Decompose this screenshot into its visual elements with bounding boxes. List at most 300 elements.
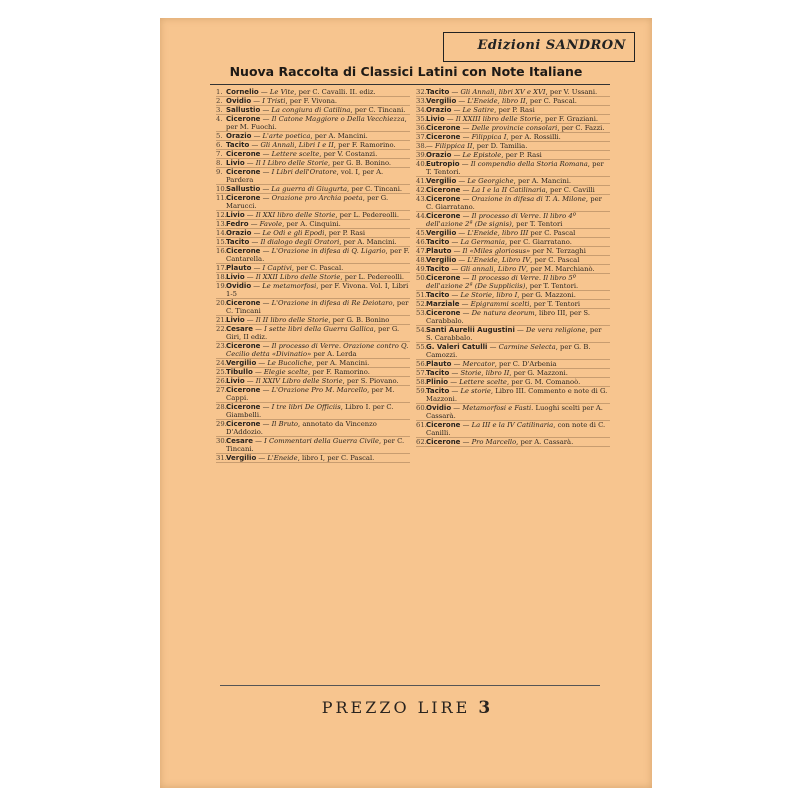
entry-editor: , per A. Cassarà.	[516, 438, 574, 446]
entry-title: I Tristi	[262, 97, 286, 105]
entry-editor: , per L. Pedereolli.	[340, 273, 405, 281]
entry-title: Il Bruto	[271, 420, 299, 428]
entry-number: 38.	[416, 142, 427, 150]
entry-editor: , per P. Rasi	[501, 151, 542, 159]
entry-author: Cicerone	[226, 299, 261, 307]
entry-number: 48.	[416, 256, 427, 264]
entry-number: 58.	[416, 378, 427, 386]
entry-number: 32.	[416, 88, 427, 96]
entry-author: Orazio	[426, 106, 452, 114]
entry-title: Filippica II	[434, 142, 473, 150]
entry-title: Le storie	[460, 387, 491, 395]
entry-editor: , per V. Ussani.	[545, 88, 598, 96]
entry-title: Storie, libro II	[460, 369, 510, 377]
entry-title: Epigrammi scelti	[470, 300, 530, 308]
entry-title: Il dialogo degli Oratori	[260, 238, 340, 246]
entry-number: 3.	[216, 106, 223, 114]
entry-title: L'Eneide, Libro IV	[467, 256, 531, 264]
entry-author: G. Valeri Catulli	[426, 343, 488, 351]
catalog-entry: 46. Tacito — La Germania, per C. Giarratano.	[416, 238, 610, 247]
entry-number: 10.	[216, 185, 227, 193]
catalog-entry: 1. Cornelio — Le Vite, per C. Cavalli. II. ediz.	[216, 88, 410, 97]
catalog-entry: 54. Santi Aurelii Augustini — De vera religione, per S. Carabbalo.	[416, 326, 610, 343]
entry-author: Ovidio	[426, 404, 452, 412]
entry-title: L'Orazione in difesa di Q. Ligario	[271, 247, 386, 255]
entry-editor: , per A. Mancini.	[513, 177, 572, 185]
entry-editor: , per L. Pedereolli.	[335, 211, 399, 219]
entry-number: 41.	[416, 177, 427, 185]
entry-author: Ovidio	[226, 97, 252, 105]
entry-title: I sette libri della Guerra Gallica	[264, 325, 374, 333]
catalog-entry: 48. Vergilio — L'Eneide, Libro IV, per C. Pascal	[416, 256, 610, 265]
entry-author: Tacito	[226, 238, 250, 246]
entry-editor: , per G. Giri, II ediz.	[226, 325, 400, 341]
catalog-column-right	[416, 88, 610, 447]
entry-author: Cicerone	[226, 115, 261, 123]
entry-author: Cicerone	[226, 194, 261, 202]
entry-title: Il processo di Verre. Il libro 4º dell'azione 2ª (De signis)	[426, 212, 576, 228]
entry-editor: , per A. Cinquini.	[282, 220, 341, 228]
entry-title: Le Satire	[462, 106, 495, 114]
entry-editor: , per F. Vivona. Vol. I, Libri 1-5	[226, 282, 409, 298]
entry-author: Orazio	[226, 229, 252, 237]
catalog-entry: 27. Cicerone — L'Orazione Pro M. Marcello, per M. Cappi.	[216, 386, 410, 403]
entry-number: 30.	[216, 437, 227, 445]
entry-title: I tre libri De Officiis	[271, 403, 341, 411]
entry-author: Vergilio	[426, 97, 457, 105]
entry-title: Le Vite	[269, 88, 295, 96]
catalog-entry: 45. Vergilio — L'Eneide, libro III per C. Pascal	[416, 229, 610, 238]
entry-title: L'Eneide, libro II	[467, 97, 526, 105]
entry-number: 31.	[216, 454, 227, 462]
catalog-entry: 24. Vergilio — Le Bucoliche, per A. Mancini.	[216, 359, 410, 368]
entry-editor: , per A. Rossilli.	[506, 133, 561, 141]
entry-number: 44.	[416, 212, 427, 220]
entry-author: Cicerone	[226, 247, 261, 255]
entry-number: 21.	[216, 316, 227, 324]
entry-author: Cicerone	[226, 403, 261, 411]
entry-editor: , per C. Giarratano.	[504, 238, 572, 246]
catalog-entry: 60. Ovidio — Metamorfosi e Fasti. Luoghi scelti per A. Cassarà.	[416, 404, 610, 421]
catalog-entry: 59. Tacito — Le storie, Libro III. Commento e note di G. Mazzoni.	[416, 387, 610, 404]
entry-number: 49.	[416, 265, 427, 273]
entry-editor: , per G. Mazzoni.	[509, 369, 568, 377]
entry-title: Il Catone Maggiore o Della Vecchiezza	[271, 115, 405, 123]
entry-author: Tacito	[226, 141, 250, 149]
entry-author: Orazio	[226, 132, 252, 140]
catalog-entry: 44. Cicerone — Il processo di Verre. Il libro 4º dell'azione 2ª (De signis), per T. Tentori	[416, 212, 610, 229]
entry-title: I Libri dell'Oratore	[271, 168, 337, 176]
entry-number: 5.	[216, 132, 223, 140]
entry-author: Cicerone	[426, 133, 461, 141]
catalog-entry: 16. Cicerone — L'Orazione in difesa di Q. Ligario, per F. Cantarella.	[216, 247, 410, 263]
entry-editor: , Libro III. Commento e note di G. Mazzoni.	[426, 387, 608, 403]
entry-author: Eutropio	[426, 160, 460, 168]
entry-title: Favole	[259, 220, 283, 228]
entry-author: Cesare	[226, 325, 253, 333]
entry-title: I Captivi	[262, 264, 292, 272]
catalog-entry: 39. Orazio — Le Epistole, per P. Rasi	[416, 151, 610, 160]
entry-editor: , per C. Tincani.	[347, 185, 403, 193]
entry-editor: , vol. I, per A. Pardera	[226, 168, 384, 184]
entry-title: Pro Marcello	[471, 438, 517, 446]
entry-title: Delle provincie consolari	[471, 124, 558, 132]
entry-number: 59.	[416, 387, 427, 395]
entry-author: Tacito	[426, 291, 450, 299]
entry-number: 17.	[216, 264, 227, 272]
entry-title: Gli annali, Libro IV	[460, 265, 527, 273]
entry-title: Il XXII Libro delle Storie	[255, 273, 341, 281]
entry-author: Cicerone	[226, 386, 261, 394]
book-back-cover	[160, 18, 652, 788]
entry-number: 40.	[416, 160, 427, 168]
entry-author: Tacito	[426, 265, 450, 273]
entry-editor: , per C. Pascal	[530, 256, 580, 264]
catalog-entry: 4. Cicerone — Il Catone Maggiore o Della Vecchiezza, per M. Fuochi.	[216, 115, 410, 132]
entry-title: I Commentari della Guerra Civile	[264, 437, 379, 445]
entry-number: 11.	[216, 194, 227, 202]
entry-author: Vergilio	[226, 454, 257, 462]
entry-title: L'Orazione in difesa di Re Deiotaro	[271, 299, 393, 307]
entry-number: 51.	[416, 291, 427, 299]
entry-number: 60.	[416, 404, 427, 412]
entry-editor: , per C. Tincani.	[226, 437, 405, 453]
entry-title: Elegie scelte	[263, 368, 309, 376]
entry-title: Lettere scelte	[271, 150, 320, 158]
catalog-entry: 47. Plauto — Il «Miles gloriosus» per N. Terzaghi	[416, 247, 610, 256]
publisher-name: Edizioni SANDRON	[477, 38, 626, 53]
entry-editor: , per M. Fuochi.	[226, 115, 407, 131]
entry-number: 28.	[216, 403, 227, 411]
catalog-entry: 55. G. Valeri Catulli — Carmine Selecta, per G. B. Camozzi.	[416, 343, 610, 360]
entry-number: 36.	[416, 124, 427, 132]
catalog-entry: 6. Tacito — Gli Annali, Libri I e II, per F. Ramorino.	[216, 141, 410, 150]
entry-number: 26.	[216, 377, 227, 385]
entry-editor: , per T. Tentori	[511, 220, 563, 228]
catalog-entry: 43. Cicerone — Orazione in difesa di T. A. Milone, per C. Giarratano.	[416, 195, 610, 212]
entry-author: Cicerone	[226, 420, 261, 428]
catalog-entry: 50. Cicerone — Il processo di Verre. Il libro 5º dell'azione 2ª (De Suppliciis), per T. Tentori.	[416, 274, 610, 291]
catalog-entry: 35. Livio — Il XXIII libro delle Storie, per F. Graziani.	[416, 115, 610, 124]
entry-number: 9.	[216, 168, 223, 176]
entry-editor: , per C. Cavalli. II. ediz.	[294, 88, 376, 96]
entry-number: 56.	[416, 360, 427, 368]
entry-title: La I e la II Catilinaria	[471, 186, 546, 194]
catalog-entry: 5. Orazio — L'arte poetica, per A. Mancini.	[216, 132, 410, 141]
catalog-entry: 49. Tacito — Gli annali, Libro IV, per M. Marchianò.	[416, 265, 610, 274]
entry-editor: , per G. M. Comanoò.	[506, 378, 581, 386]
catalog-entry: 57. Tacito — Storie, libro II, per G. Mazzoni.	[416, 369, 610, 378]
entry-author: Livio	[426, 115, 445, 123]
price-value: 3	[478, 698, 491, 718]
entry-title: La III e la IV Catilinaria	[471, 421, 554, 429]
entry-number: 7.	[216, 150, 223, 158]
entry-number: 37.	[416, 133, 427, 141]
catalog-entry: 38. — Filippica II, per D. Tamilia.	[416, 142, 610, 151]
catalog-entry: 23. Cicerone — Il processo di Verre. Orazione contro Q. Cecilio detta «Divinatio» per A. Lerda	[216, 342, 409, 358]
entry-author: Livio	[226, 377, 245, 385]
entry-editor: , per F. Ramorino.	[308, 368, 370, 376]
catalog-entry: 13. Fedro — Favole, per A. Cinquini.	[216, 220, 410, 229]
entry-number: 23.	[216, 342, 227, 350]
catalog-entry: 7. Cicerone — Lettere scelte, per V. Costanzi.	[216, 150, 410, 159]
entry-author: Plinio	[426, 378, 449, 386]
entry-author: Livio	[226, 159, 245, 167]
catalog-entry: 52. Marziale — Epigrammi scelti, per T. Tentori	[416, 300, 610, 309]
catalog-entry: 41. Vergilio — Le Georgiche, per A. Mancini.	[416, 177, 610, 186]
entry-author: Sallustio	[226, 106, 261, 114]
catalog-entry: 19. Ovidio — Le metamorfosi, per F. Vivona. Vol. I, Libri 1-5	[216, 282, 409, 298]
entry-number: 33.	[416, 97, 427, 105]
series-title: Nuova Raccolta di Classici Latini con Note Italiane	[229, 64, 583, 79]
entry-title: Il I Libro delle Storie	[255, 159, 328, 167]
catalog-entry: 58. Plinio — Lettere scelte, per G. M. Comanoò.	[416, 378, 610, 387]
entry-number: 13.	[216, 220, 227, 228]
catalog-entry: 12. Livio — Il XXI libro delle Storie, per L. Pedereolli.	[216, 211, 410, 220]
catalog-entry: 11. Cicerone — Orazione pro Archia poeta, per G. Marucci.	[216, 194, 410, 211]
entry-number: 27.	[216, 386, 227, 394]
catalog-entry: 51. Tacito — Le Storie, libro I, per G. Mazzoni.	[416, 291, 610, 300]
catalog-entry: 32. Tacito — Gli Annali, libri XV e XVI, per V. Ussani.	[416, 88, 610, 97]
entry-number: 29.	[216, 420, 227, 428]
catalog-entry: 17. Plauto — I Captivi, per C. Pascal.	[216, 264, 410, 273]
catalog-entry: 29. Cicerone — Il Bruto, annotato da Vincenzo D'Addozio.	[216, 420, 410, 437]
catalog-entry: 21. Livio — Il II libro delle Storie, per G. B. Bonino	[216, 316, 410, 325]
entry-number: 15.	[216, 238, 227, 246]
entry-editor: , per C. Pascal.	[525, 97, 577, 105]
entry-author: Cicerone	[426, 124, 461, 132]
entry-author: Cicerone	[426, 438, 461, 446]
divider	[210, 84, 610, 85]
entry-author: Vergilio	[226, 359, 257, 367]
catalog-entry: 30. Cesare — I Commentari della Guerra Civile, per C. Tincani.	[216, 437, 410, 454]
entry-number: 42.	[416, 186, 427, 194]
catalog-entry: 33. Vergilio — L'Eneide, libro II, per C. Pascal.	[416, 97, 610, 106]
entry-editor: per C. Pascal	[528, 229, 576, 237]
entry-editor: , per P. Rasi	[494, 106, 535, 114]
entry-title: L'Eneide, libro III	[467, 229, 529, 237]
entry-author: Livio	[226, 273, 245, 281]
entry-author: Plauto	[226, 264, 252, 272]
entry-editor: , per G. B. Bonino.	[328, 159, 392, 167]
entry-author: Vergilio	[426, 177, 457, 185]
entry-number: 25.	[216, 368, 227, 376]
entry-title: Le Odi e gli Epodi	[262, 229, 325, 237]
entry-editor: , per S. Piovano.	[342, 377, 399, 385]
entry-title: Le metamorfosi	[262, 282, 317, 290]
catalog-entry: 25. Tibullo — Elegie scelte, per F. Ramorino.	[216, 368, 410, 377]
entry-author: Santi Aurelii Augustini	[426, 326, 515, 334]
entry-title: Gli Annali, libri XV e XVI	[460, 88, 546, 96]
entry-editor: , per P. Rasi	[324, 229, 366, 237]
catalog-entry: 31. Vergilio — L'Eneide, libro I, per C. Pascal.	[216, 454, 410, 463]
entry-number: 62.	[416, 438, 427, 446]
entry-number: 46.	[416, 238, 427, 246]
entry-author: Fedro	[226, 220, 249, 228]
entry-title: La Germania	[460, 238, 505, 246]
entry-author: Cicerone	[426, 212, 461, 220]
catalog-entry: 3. Sallustio — La congiura di Catilina, per C. Tincani.	[216, 106, 410, 115]
entry-editor: , per F. Graziani.	[540, 115, 599, 123]
catalog-entry: 42. Cicerone — La I e la II Catilinaria, per C. Cavilli	[416, 186, 610, 195]
entry-author: Plauto	[426, 360, 452, 368]
entry-author: Vergilio	[426, 229, 457, 237]
catalog-entry: 56. Plauto — Mercator, per C. D'Arbenia	[416, 360, 610, 369]
entry-title: Il XXI libro delle Storie	[255, 211, 336, 219]
entry-title: Gli Annali, Libri I e II	[260, 141, 334, 149]
entry-title: Il «Miles gloriosus»	[462, 247, 531, 255]
entry-title: L'Orazione Pro M. Marcello	[271, 386, 368, 394]
entry-title: Le Georgiche	[467, 177, 514, 185]
entry-author: Orazio	[426, 151, 452, 159]
entry-number: 20.	[216, 299, 227, 307]
entry-title: Il processo di Verre. Orazione contro Q. Cecilio detta «Divinatio»	[226, 342, 409, 358]
entry-title: Metamorfosi e Fasti	[462, 404, 532, 412]
entry-editor: , per C. Cavilli	[545, 186, 595, 194]
entry-title: Lettere scelte	[459, 378, 507, 386]
publisher-box	[443, 32, 635, 62]
catalog-entry: 18. Livio — Il XXII Libro delle Storie, per L. Pedereolli.	[216, 273, 410, 282]
catalog-entry: 15. Tacito — Il dialogo degli Oratori, per A. Mancini.	[216, 238, 410, 247]
price	[160, 698, 652, 718]
entry-title: L'Eneide	[267, 454, 298, 462]
entry-number: 19.	[216, 282, 227, 290]
entry-title: Il compendio della Storia Romana	[470, 160, 588, 168]
entry-author: Livio	[226, 211, 245, 219]
entry-editor: , per C. Tincani.	[350, 106, 406, 114]
entry-number: 47.	[416, 247, 427, 255]
catalog-entry: 36. Cicerone — Delle provincie consolari, per C. Fazzi.	[416, 124, 610, 133]
entry-number: 16.	[216, 247, 227, 255]
entry-author: Tacito	[426, 88, 450, 96]
entry-editor: , per G. Marucci.	[226, 194, 389, 210]
entry-editor: , per F. Ramorino.	[333, 141, 396, 149]
entry-editor: , per T. Tentori.	[426, 160, 604, 176]
entry-title: Mercator	[462, 360, 495, 368]
entry-number: 8.	[216, 159, 223, 167]
entry-title: Il XXIV Libro delle Storie	[255, 377, 343, 385]
entry-title: Il XXIII libro delle Storie	[455, 115, 541, 123]
entry-title: De vera religione	[525, 326, 586, 334]
catalog-entry: 8. Livio — Il I Libro delle Storie, per G. B. Bonino.	[216, 159, 410, 168]
entry-number: 39.	[416, 151, 427, 159]
entry-author: Cornelio	[226, 88, 259, 96]
catalog-entry: 62. Cicerone — Pro Marcello, per A. Cassarà.	[416, 438, 610, 447]
entry-title: De natura deorum	[471, 309, 535, 317]
entry-author: Sallustio	[226, 185, 261, 193]
entry-title: Filippica I	[471, 133, 507, 141]
entry-author: Marziale	[426, 300, 460, 308]
entry-editor: , con note di C. Canilli.	[426, 421, 606, 437]
entry-title: Il processo di Verre. Il libro 5º dell'azione 2ª (De Suppliciis)	[426, 274, 576, 290]
entry-author: Tibullo	[226, 368, 253, 376]
entry-editor: , per T. Tentori	[529, 300, 581, 308]
entry-number: 22.	[216, 325, 227, 333]
entry-editor: , per M. Cappi.	[226, 386, 395, 402]
entry-editor: , per C. D'Arbenia	[494, 360, 557, 368]
entry-author: Plauto	[426, 247, 452, 255]
entry-editor: , per C. Giarratano.	[426, 195, 602, 211]
entry-author: Cesare	[226, 437, 253, 445]
catalog-entry: 34. Orazio — Le Satire, per P. Rasi	[416, 106, 610, 115]
entry-title: Le Storie, libro I	[460, 291, 518, 299]
catalog-entry: 2. Ovidio — I Tristi, per F. Vivona.	[216, 97, 410, 106]
entry-number: 50.	[416, 274, 427, 282]
catalog-entry: 28. Cicerone — I tre libri De Officiis, Libro I. per C. Giambelli.	[216, 403, 410, 420]
price-label: PREZZO LIRE	[321, 698, 471, 717]
entry-title: Le Epistole	[462, 151, 502, 159]
entry-author: Tacito	[426, 238, 450, 246]
entry-number: 55.	[416, 343, 427, 351]
entry-author: Livio	[226, 316, 245, 324]
entry-number: 14.	[216, 229, 227, 237]
entry-title: Orazione pro Archia poeta	[271, 194, 363, 202]
entry-title: Le Bucoliche	[267, 359, 312, 367]
entry-editor: , per G. Mazzoni.	[517, 291, 576, 299]
entry-editor: , per T. Tentori.	[525, 282, 579, 290]
entry-title: Orazione in difesa di T. A. Milone	[471, 195, 586, 203]
entry-editor: , per V. Costanzi.	[319, 150, 378, 158]
entry-title: Il II libro delle Storie	[255, 316, 329, 324]
entry-editor: , per G. B. Camozzi.	[426, 343, 591, 359]
entry-title: Carmine Selecta	[498, 343, 556, 351]
catalog-entry: 14. Orazio — Le Odi e gli Epodi, per P. Rasi	[216, 229, 410, 238]
entry-author: Tacito	[426, 369, 450, 377]
divider	[220, 685, 600, 686]
catalog-entry: 22. Cesare — I sette libri della Guerra Gallica, per G. Giri, II ediz.	[216, 325, 410, 342]
entry-author: Cicerone	[226, 168, 261, 176]
entry-editor: , per G. B. Bonino	[328, 316, 390, 324]
catalog-entry: 61. Cicerone — La III e la IV Catilinaria, con note di C. Canilli.	[416, 421, 610, 438]
entry-number: 61.	[416, 421, 427, 429]
catalog-entry: 10. Sallustio — La guerra di Giugurta, per C. Tincani.	[216, 185, 410, 194]
catalog-entry: 40. Eutropio — Il compendio della Storia Romana, per T. Tentori.	[416, 160, 610, 177]
entry-number: 34.	[416, 106, 427, 114]
entry-number: 12.	[216, 211, 227, 219]
entry-editor: , per A. Mancini.	[311, 359, 370, 367]
entry-number: 53.	[416, 309, 427, 317]
entry-author: Cicerone	[426, 274, 461, 282]
entry-number: 45.	[416, 229, 427, 237]
entry-number: 35.	[416, 115, 427, 123]
entry-editor: , annotato da Vincenzo D'Addozio.	[226, 420, 377, 436]
entry-editor: , libro I, per C. Pascal.	[297, 454, 375, 462]
entry-number: 43.	[416, 195, 427, 203]
entry-author: Cicerone	[426, 421, 461, 429]
entry-author: Ovidio	[226, 282, 252, 290]
entry-editor: , Libro I. per C. Giambelli.	[226, 403, 394, 419]
entry-editor: , libro III, per S. Carabbalo.	[426, 309, 590, 325]
catalog-entry: 26. Livio — Il XXIV Libro delle Storie, per S. Piovano.	[216, 377, 410, 386]
entry-title: La congiura di Catilina	[271, 106, 351, 114]
catalog-column-left	[216, 88, 410, 463]
entry-number: 1.	[216, 88, 223, 96]
entry-number: 6.	[216, 141, 223, 149]
entry-editor: , per C. Fazzi.	[557, 124, 605, 132]
entry-number: 18.	[216, 273, 227, 281]
entry-author: Cicerone	[426, 195, 461, 203]
entry-author: Cicerone	[426, 309, 461, 317]
entry-editor: per N. Terzaghi	[530, 247, 586, 255]
entry-number: 57.	[416, 369, 427, 377]
entry-editor: , per A. Mancini.	[339, 238, 397, 246]
catalog-entry: 53. Cicerone — De natura deorum, libro III, per S. Carabbalo.	[416, 309, 610, 326]
entry-editor: , per M. Marchianò.	[526, 265, 595, 273]
entry-author: Cicerone	[226, 150, 261, 158]
entry-number: 52.	[416, 300, 427, 308]
catalog-entry: 20. Cicerone — L'Orazione in difesa di Re Deiotaro, per C. Tincani	[216, 299, 409, 315]
entry-editor: per A. Lerda	[311, 350, 357, 358]
